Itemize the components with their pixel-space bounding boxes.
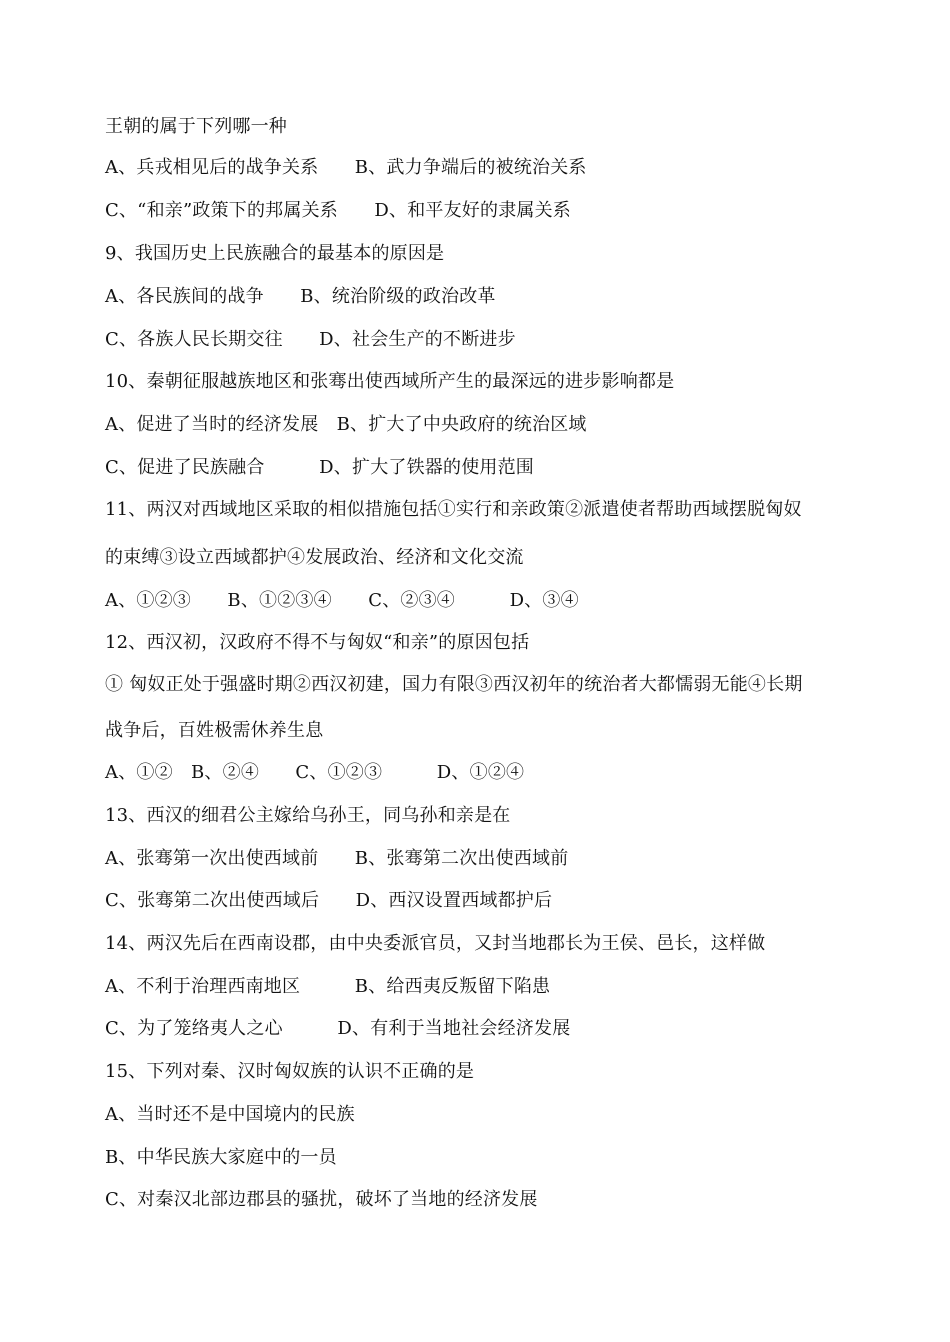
question-14-stem: 14、两汉先后在西南设郡，由中央委派官员，又封当地郡长为王侯、邑长，这样做 xyxy=(105,933,766,954)
question-15-stem: 15、下列对秦、汉时匈奴族的认识不正确的是 xyxy=(105,1061,475,1082)
question-8-options-cd: C、“和亲”政策下的邦属关系 D、和平友好的隶属关系 xyxy=(105,200,572,221)
question-8-stem-continuation: 王朝的属于下列哪一种 xyxy=(105,116,287,137)
question-11-stem: 11、两汉对西域地区采取的相似措施包括①实行和亲政策②派遣使者帮助西域摆脱匈奴 xyxy=(105,499,802,520)
question-15-option-a: A、当时还不是中国境内的民族 xyxy=(105,1104,355,1125)
question-13-options-ab: A、张骞第一次出使西域前 B、张骞第二次出使西域前 xyxy=(105,848,569,869)
question-11-options: A、①②③ B、①②③④ C、②③④ D、③④ xyxy=(105,590,579,611)
question-12-statements: ① 匈奴正处于强盛时期②西汉初建，国力有限③西汉初年的统治者大都懦弱无能④长期 xyxy=(105,674,803,695)
question-12-options: A、①② B、②④ C、①②③ D、①②④ xyxy=(105,762,525,783)
question-15-option-c: C、对秦汉北部边郡县的骚扰，破坏了当地的经济发展 xyxy=(105,1189,538,1210)
question-10-options-cd: C、促进了民族融合 D、扩大了铁器的使用范围 xyxy=(105,457,535,478)
question-10-options-ab: A、促进了当时的经济发展 B、扩大了中央政府的统治区域 xyxy=(105,414,587,435)
question-9-options-ab: A、各民族间的战争 B、统治阶级的政治改革 xyxy=(105,286,496,307)
question-14-options-cd: C、为了笼络夷人之心 D、有利于当地社会经济发展 xyxy=(105,1018,571,1039)
question-14-options-ab: A、不利于治理西南地区 B、给西夷反叛留下陷患 xyxy=(105,976,551,997)
question-11-stem-continuation: 的束缚③设立西域都护④发展政治、经济和文化交流 xyxy=(105,547,524,568)
question-12-statements-continuation: 战争后，百姓极需休养生息 xyxy=(105,720,324,741)
question-15-option-b: B、中华民族大家庭中的一员 xyxy=(105,1147,337,1168)
question-12-stem: 12、西汉初，汉政府不得不与匈奴“和亲”的原因包括 xyxy=(105,632,530,653)
question-9-stem: 9、我国历史上民族融合的最基本的原因是 xyxy=(105,243,445,264)
question-10-stem: 10、秦朝征服越族地区和张骞出使西域所产生的最深远的进步影响都是 xyxy=(105,371,675,392)
question-8-options-ab: A、兵戎相见后的战争关系 B、武力争端后的被统治关系 xyxy=(105,157,587,178)
question-13-options-cd: C、张骞第二次出使西域后 D、西汉设置西域都护后 xyxy=(105,890,553,911)
question-9-options-cd: C、各族人民长期交往 D、社会生产的不断进步 xyxy=(105,329,516,350)
question-13-stem: 13、西汉的细君公主嫁给乌孙王，同乌孙和亲是在 xyxy=(105,805,511,826)
